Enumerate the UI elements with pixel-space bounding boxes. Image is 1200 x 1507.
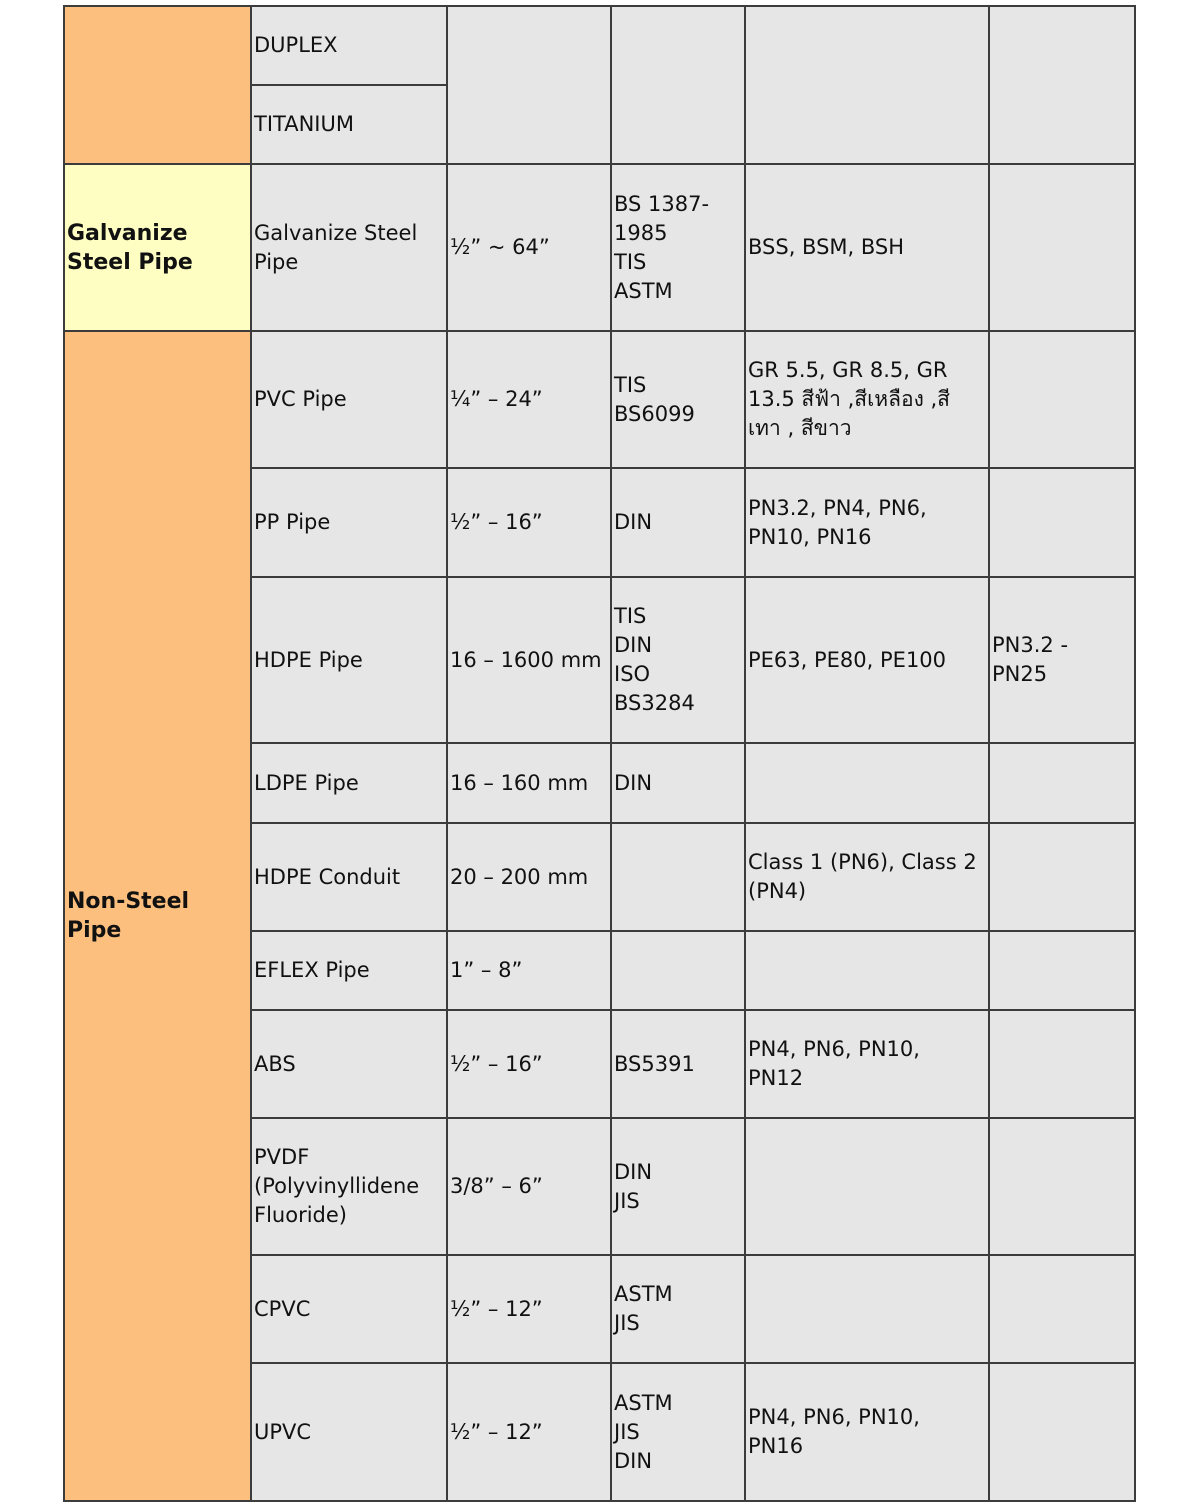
pressure-cell bbox=[989, 6, 1135, 164]
pipe-spec-table bbox=[63, 5, 1136, 1502]
size-cell: 16 – 160 mm bbox=[447, 743, 611, 823]
grade-cell: BSS, BSM, BSH bbox=[745, 164, 989, 331]
size-cell: ½” ~ 64” bbox=[447, 164, 611, 331]
size-cell: 20 – 200 mm bbox=[447, 823, 611, 931]
pipe-type-cell: TITANIUM bbox=[251, 85, 447, 164]
pipe-type-cell: UPVC bbox=[251, 1363, 447, 1501]
pressure-cell bbox=[989, 1118, 1135, 1255]
grade-cell: PN3.2, PN4, PN6, PN10, PN16 bbox=[745, 468, 989, 577]
grade-cell bbox=[745, 6, 989, 164]
category-cell-top bbox=[64, 6, 251, 164]
pipe-type-cell: ABS bbox=[251, 1010, 447, 1118]
category-cell-nonsteel: Non-Steel Pipe bbox=[64, 331, 251, 1501]
pressure-cell bbox=[989, 164, 1135, 331]
standard-cell bbox=[611, 931, 745, 1010]
table-row bbox=[64, 6, 1135, 85]
pressure-cell bbox=[989, 331, 1135, 468]
standard-cell: TIS BS6099 bbox=[611, 331, 745, 468]
pressure-cell bbox=[989, 1010, 1135, 1118]
pipe-type-cell: PVC Pipe bbox=[251, 331, 447, 468]
grade-cell: GR 5.5, GR 8.5, GR 13.5 สีฟ้า ,สีเหลือง ,สี เทา , สีขาว bbox=[745, 331, 989, 468]
size-cell: 3/8” – 6” bbox=[447, 1118, 611, 1255]
size-cell: ½” – 12” bbox=[447, 1363, 611, 1501]
grade-cell: Class 1 (PN6), Class 2 (PN4) bbox=[745, 823, 989, 931]
pipe-type-cell: PP Pipe bbox=[251, 468, 447, 577]
pipe-type-cell: Galvanize Steel Pipe bbox=[251, 164, 447, 331]
standard-cell: ASTM JIS DIN bbox=[611, 1363, 745, 1501]
standard-cell: DIN JIS bbox=[611, 1118, 745, 1255]
size-cell: ¼” – 24” bbox=[447, 331, 611, 468]
pressure-cell bbox=[989, 823, 1135, 931]
pipe-type-cell: PVDF (Polyvinyllidene Fluoride) bbox=[251, 1118, 447, 1255]
grade-cell bbox=[745, 743, 989, 823]
pipe-type-cell: HDPE Conduit bbox=[251, 823, 447, 931]
table-row bbox=[64, 331, 1135, 468]
standard-cell: TIS DIN ISO BS3284 bbox=[611, 577, 745, 743]
pressure-cell bbox=[989, 931, 1135, 1010]
pipe-type-cell: DUPLEX bbox=[251, 6, 447, 85]
pressure-cell bbox=[989, 468, 1135, 577]
pressure-cell: PN3.2 - PN25 bbox=[989, 577, 1135, 743]
standard-cell bbox=[611, 823, 745, 931]
pressure-cell bbox=[989, 743, 1135, 823]
standard-cell: ASTM JIS bbox=[611, 1255, 745, 1363]
size-cell: 1” – 8” bbox=[447, 931, 611, 1010]
pressure-cell bbox=[989, 1363, 1135, 1501]
standard-cell: BS 1387- 1985 TIS ASTM bbox=[611, 164, 745, 331]
size-cell: ½” – 16” bbox=[447, 468, 611, 577]
grade-cell: PN4, PN6, PN10, PN16 bbox=[745, 1363, 989, 1501]
standard-cell: DIN bbox=[611, 468, 745, 577]
size-cell: 16 – 1600 mm bbox=[447, 577, 611, 743]
pipe-type-cell: LDPE Pipe bbox=[251, 743, 447, 823]
standard-cell: DIN bbox=[611, 743, 745, 823]
standard-cell bbox=[611, 6, 745, 164]
grade-cell bbox=[745, 1118, 989, 1255]
grade-cell: PN4, PN6, PN10, PN12 bbox=[745, 1010, 989, 1118]
pipe-type-cell: HDPE Pipe bbox=[251, 577, 447, 743]
grade-cell bbox=[745, 1255, 989, 1363]
grade-cell bbox=[745, 931, 989, 1010]
size-cell bbox=[447, 6, 611, 164]
standard-cell: BS5391 bbox=[611, 1010, 745, 1118]
pipe-type-cell: EFLEX Pipe bbox=[251, 931, 447, 1010]
pressure-cell bbox=[989, 1255, 1135, 1363]
category-cell-galvanize: Galvanize Steel Pipe bbox=[64, 164, 251, 331]
grade-cell: PE63, PE80, PE100 bbox=[745, 577, 989, 743]
size-cell: ½” – 12” bbox=[447, 1255, 611, 1363]
pipe-type-cell: CPVC bbox=[251, 1255, 447, 1363]
size-cell: ½” – 16” bbox=[447, 1010, 611, 1118]
table-row bbox=[64, 164, 1135, 331]
